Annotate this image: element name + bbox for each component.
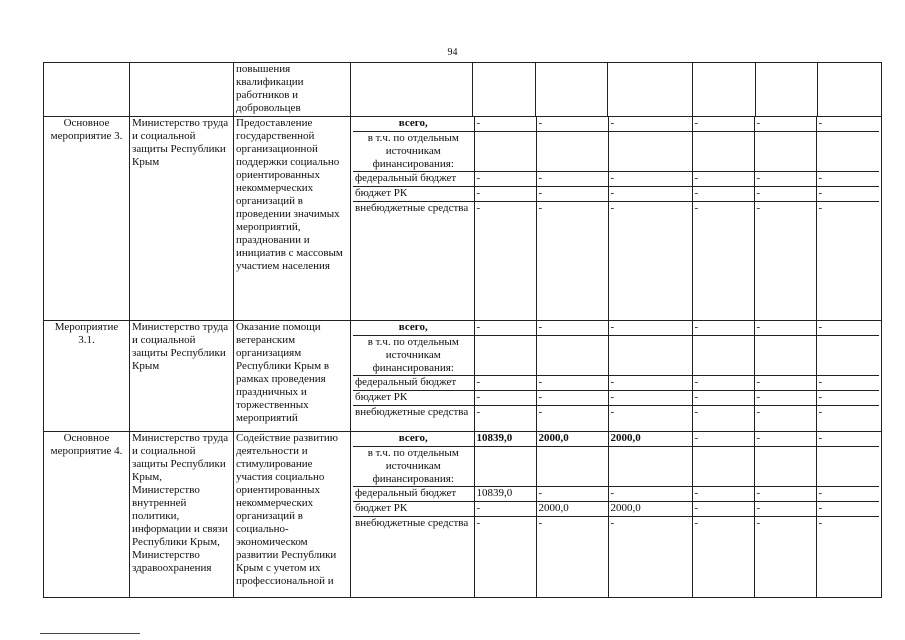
value-cell: - xyxy=(536,202,608,320)
value-cell: - xyxy=(536,117,608,132)
source-label: федеральный бюджет xyxy=(353,487,474,502)
value-cell: - xyxy=(692,405,754,431)
value-cell: - xyxy=(608,517,692,597)
value-cell: - xyxy=(754,117,816,132)
value-cell: - xyxy=(608,405,692,431)
value-cell: - xyxy=(754,405,816,431)
value-cell: - xyxy=(692,117,754,132)
value-cell: - xyxy=(536,172,608,187)
source-label: бюджет РК xyxy=(353,502,474,517)
event-name-cell: Мероприятие 3.1. xyxy=(44,320,130,432)
value-cell: - xyxy=(474,390,536,405)
description-cell: Содействие развитию деятельности и стимулирование участия социально ориентированных некоммерческих организаций в социально-экономическом развитии Республики Крым с учетом их профессиональной и xyxy=(234,432,351,598)
value-cell: - xyxy=(474,375,536,390)
table-row xyxy=(44,117,882,321)
value-cell: - xyxy=(474,502,536,517)
value-cell: - xyxy=(816,432,879,447)
source-row xyxy=(353,132,879,172)
value-cell: - xyxy=(816,390,879,405)
value-cell: - xyxy=(536,375,608,390)
source-label: внебюджетные средства xyxy=(353,517,474,597)
value-cell: 2000,0 xyxy=(608,502,692,517)
event-name-cell: Основное мероприятие 4. xyxy=(44,432,130,598)
financing-subtable xyxy=(353,432,879,597)
event-name-cell: Основное мероприятие 3. xyxy=(44,117,130,321)
source-row xyxy=(353,517,879,597)
source-label: всего, xyxy=(353,432,474,447)
table-row xyxy=(44,320,882,432)
value-cell: - xyxy=(692,202,754,320)
value-cell: - xyxy=(608,487,692,502)
value-cell: - xyxy=(754,321,816,336)
description-cell: повышения квалификации работников и добровольцев xyxy=(234,63,351,117)
source-row xyxy=(353,447,879,487)
value-cell: - xyxy=(474,405,536,431)
financing-subtable xyxy=(353,321,879,432)
value-cell: - xyxy=(536,321,608,336)
executor-cell: Министерство труда и социальной защиты Республики Крым xyxy=(130,320,234,432)
value-cell: - xyxy=(692,487,754,502)
value-cell: - xyxy=(474,172,536,187)
value-cell: - xyxy=(692,432,754,447)
value-cell: - xyxy=(754,502,816,517)
value-cell: - xyxy=(816,321,879,336)
value-cell: - xyxy=(692,517,754,597)
value-cell: - xyxy=(818,517,823,529)
executor-cell: Министерство труда и социальной защиты Республики Крым xyxy=(130,117,234,321)
financing-subtable-cell xyxy=(351,432,882,598)
value-cell: - xyxy=(816,187,879,202)
value-cell: - xyxy=(608,117,692,132)
source-label: федеральный бюджет xyxy=(353,172,474,187)
value-cell: - xyxy=(608,172,692,187)
source-row xyxy=(353,375,879,390)
value-cell: - xyxy=(474,202,536,320)
source-row xyxy=(353,172,879,187)
value-cell: - xyxy=(692,321,754,336)
value-cell: 2000,0 xyxy=(536,432,608,447)
financing-subtable xyxy=(353,117,879,320)
value-cell: - xyxy=(692,172,754,187)
value-cell: - xyxy=(536,187,608,202)
description-cell: Оказание помощи ветеранским организациям Республики Крым в рамках проведения праздничных и торжественных мероприятий xyxy=(234,320,351,432)
value-cell: - xyxy=(536,390,608,405)
value-cell: - xyxy=(692,502,754,517)
value-cell: - xyxy=(536,487,608,502)
executor-cell: Министерство труда и социальной защиты Республики Крым, Министерство внутренней политики, информации и связи Республики Крым, Министерство здравоохранения xyxy=(130,432,234,598)
value-cell: - xyxy=(608,390,692,405)
value-cell: - xyxy=(754,202,816,320)
executor-cell xyxy=(130,63,234,117)
value-cell: - xyxy=(754,390,816,405)
source-row xyxy=(353,432,879,447)
source-label: внебюджетные средства xyxy=(353,405,474,431)
source-label: всего, xyxy=(353,117,474,132)
value-cell: - xyxy=(754,375,816,390)
bottom-rule xyxy=(40,633,140,636)
description-cell: Предоставление государственной организационной поддержки социально ориентированных некоммерческих организаций в проведении значимых мероприятий, праздновании и инициатив с массовым участием населения xyxy=(234,117,351,321)
value-cell: - xyxy=(754,487,816,502)
page-number: 94 xyxy=(447,47,458,58)
value-cell: 2000,0 xyxy=(536,502,608,517)
source-row xyxy=(353,502,879,517)
value-cell: 10839,0 xyxy=(474,487,536,502)
source-label: бюджет РК xyxy=(353,390,474,405)
table-row xyxy=(44,63,882,117)
value-cell: - xyxy=(754,187,816,202)
source-label: в т.ч. по отдельным источникам финансирования: xyxy=(353,132,474,172)
source-label: в т.ч. по отдельным источникам финансирования: xyxy=(353,335,474,375)
source-row xyxy=(353,202,879,320)
value-cell: - xyxy=(608,321,692,336)
value-cell: - xyxy=(692,390,754,405)
source-label: в т.ч. по отдельным источникам финансирования: xyxy=(353,447,474,487)
event-name-cell xyxy=(44,63,130,117)
value-cell: - xyxy=(754,517,816,597)
table-row xyxy=(44,432,882,598)
value-cell: - xyxy=(536,517,608,597)
value-cell: - xyxy=(818,202,823,214)
value-cell: - xyxy=(816,375,879,390)
value-cell: - xyxy=(692,375,754,390)
value-cell: - xyxy=(754,432,816,447)
value-cell: - xyxy=(474,187,536,202)
value-cell: 10839,0 xyxy=(474,432,536,447)
source-row xyxy=(353,117,879,132)
source-label: бюджет РК xyxy=(353,187,474,202)
value-cell: - xyxy=(818,405,823,418)
financing-subtable-cell xyxy=(351,320,882,432)
value-cell: - xyxy=(816,117,879,132)
financing-table xyxy=(43,62,882,598)
value-cell: - xyxy=(608,375,692,390)
source-row xyxy=(353,487,879,502)
value-cell: 2000,0 xyxy=(608,432,692,447)
source-row xyxy=(353,335,879,375)
source-row xyxy=(353,187,879,202)
financing-subtable-cell xyxy=(351,117,882,321)
source-row xyxy=(353,405,879,431)
value-cell: - xyxy=(692,187,754,202)
value-cell: - xyxy=(608,187,692,202)
value-cell: - xyxy=(474,117,536,132)
source-label: федеральный бюджет xyxy=(353,375,474,390)
value-cell: - xyxy=(816,502,879,517)
source-row xyxy=(353,321,879,336)
value-cell: - xyxy=(608,202,692,320)
value-cell: - xyxy=(816,487,879,502)
value-cell: - xyxy=(474,321,536,336)
source-label: внебюджетные средства xyxy=(353,202,474,320)
source-label: всего, xyxy=(353,321,474,336)
source-row xyxy=(353,390,879,405)
value-cell: - xyxy=(816,172,879,187)
value-cell: - xyxy=(754,172,816,187)
value-cell: - xyxy=(474,517,536,597)
value-cell: - xyxy=(536,405,608,431)
